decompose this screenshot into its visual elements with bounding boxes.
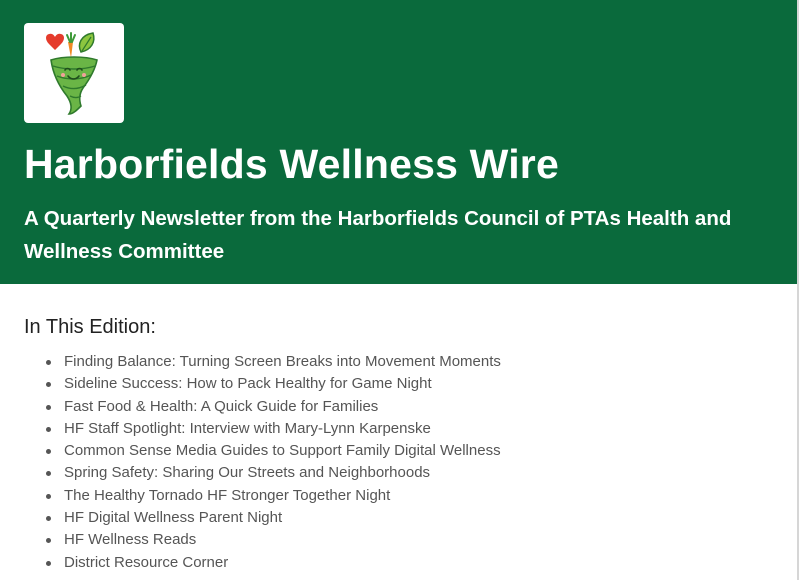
table-of-contents — [24, 351, 773, 574]
newsletter-header — [0, 0, 797, 284]
list-item[interactable] — [46, 552, 773, 574]
list-item[interactable] — [46, 440, 773, 462]
bullet-icon — [46, 360, 51, 365]
list-item-label: Fast Food & Health: A Quick Guide for Families — [64, 397, 379, 415]
bullet-icon — [46, 516, 51, 521]
bullet-icon — [46, 538, 51, 543]
list-item-label: Spring Safety: Sharing Our Streets and Neighborhoods — [64, 464, 431, 482]
list-item[interactable] — [46, 396, 773, 418]
bullet-icon — [46, 561, 51, 566]
list-item-label: HF Staff Spotlight: Interview with Mary-Lynn Karpenske — [64, 419, 431, 437]
logo — [24, 23, 124, 123]
list-item[interactable] — [46, 418, 773, 440]
bullet-icon — [46, 382, 51, 387]
bullet-icon — [46, 494, 51, 499]
bullet-icon — [46, 449, 51, 454]
list-item[interactable] — [46, 529, 773, 551]
healthy-tornado-mascot-icon — [43, 30, 105, 116]
section-heading: In This Edition: — [24, 316, 156, 338]
list-item[interactable] — [46, 373, 773, 395]
newsletter-subtitle: A Quarterly Newsletter from the Harborfields Council of PTAs Health and Wellness Committee — [24, 207, 732, 263]
list-item-label: District Resource Corner — [64, 553, 229, 571]
newsletter-title: Harborfields Wellness Wire — [24, 141, 559, 187]
bullet-icon — [46, 427, 51, 432]
list-item-label: Common Sense Media Guides to Support Family Digital Wellness — [64, 442, 501, 460]
list-item-label: Sideline Success: How to Pack Healthy for Game Night — [64, 375, 432, 393]
list-item-label: HF Wellness Reads — [64, 531, 197, 549]
list-item[interactable] — [46, 462, 773, 484]
newsletter-content — [0, 284, 797, 574]
list-item-label: Finding Balance: Turning Screen Breaks into Movement Moments — [64, 353, 501, 370]
bullet-icon — [46, 405, 51, 410]
list-item-label: HF Digital Wellness Parent Night — [64, 509, 283, 527]
bullet-icon — [46, 471, 51, 476]
list-item[interactable] — [46, 507, 773, 529]
list-item[interactable] — [46, 351, 773, 373]
list-item-label: The Healthy Tornado HF Stronger Together Night — [64, 486, 391, 504]
list-item[interactable] — [46, 485, 773, 507]
